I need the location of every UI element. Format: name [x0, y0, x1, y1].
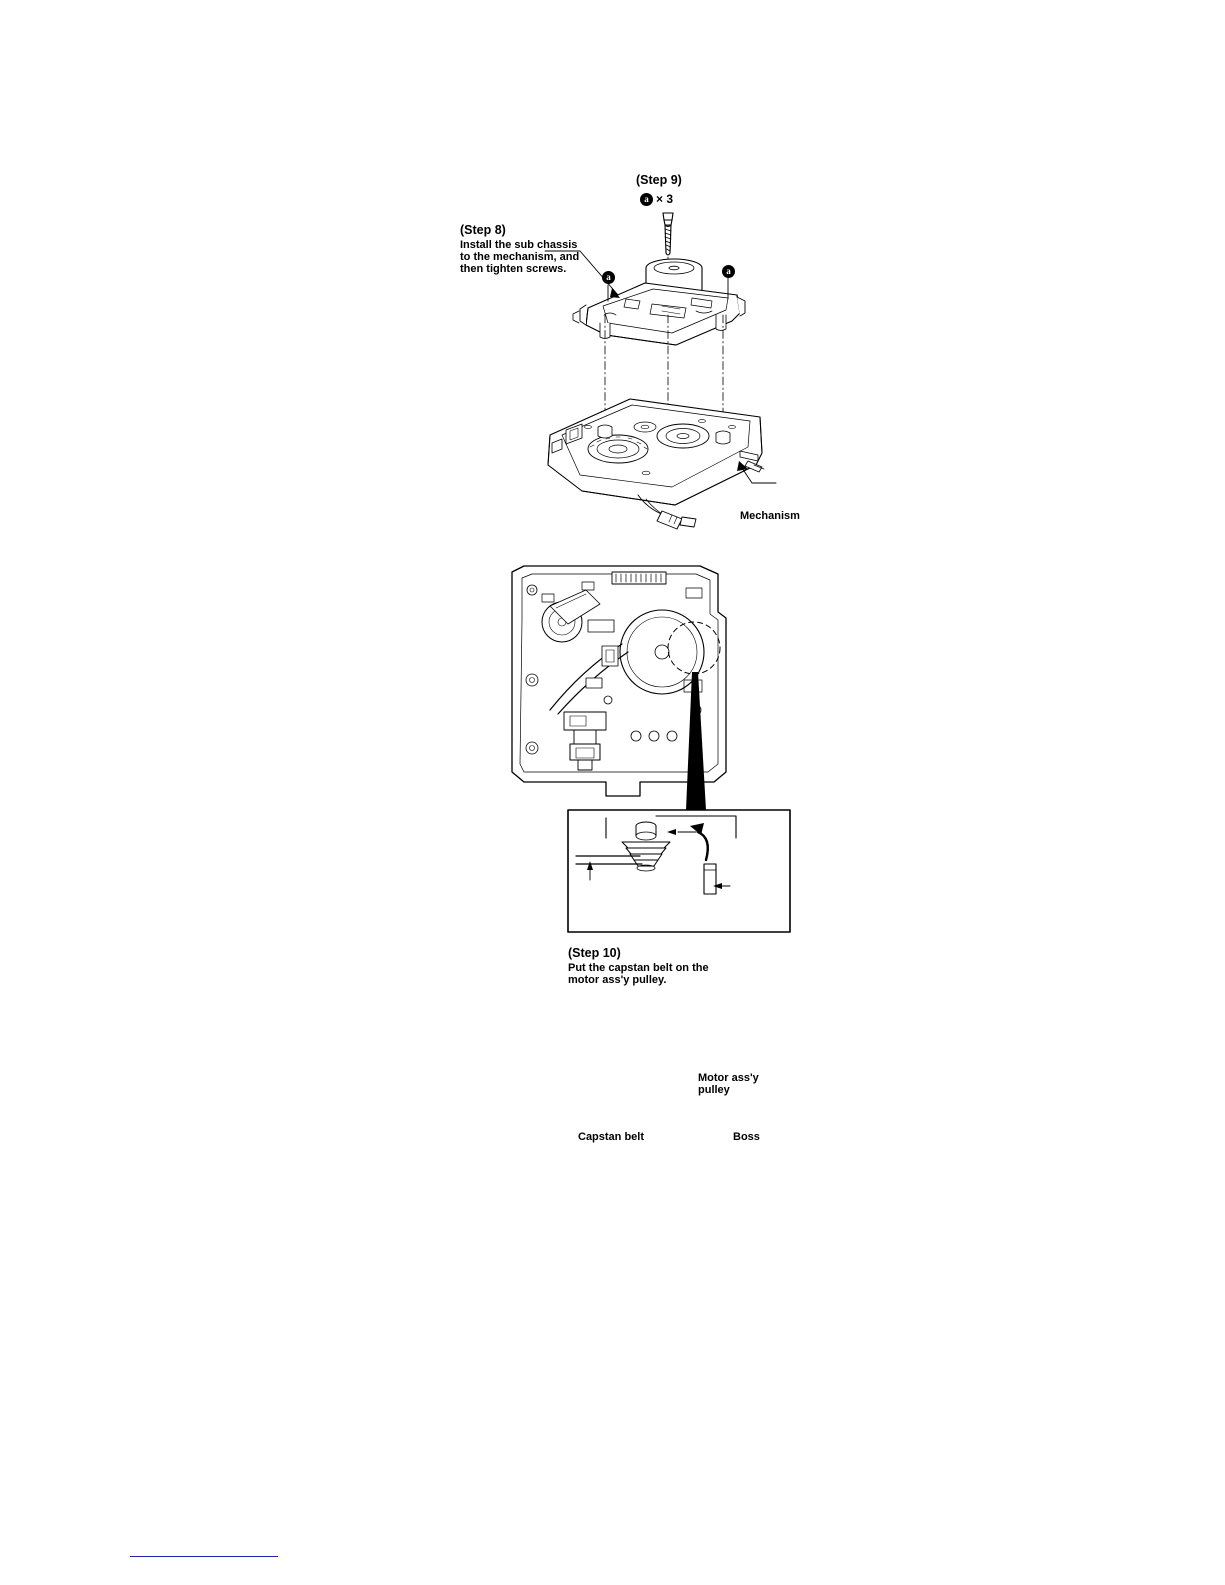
footer-link-rule: [130, 1556, 278, 1557]
figure-step8-step9: [440, 165, 860, 545]
step8-body-line1: Install the sub chassis: [460, 239, 578, 251]
step8-body-line2: to the mechanism, and: [460, 251, 580, 263]
sub-chassis-mechanism-drawing: [440, 165, 860, 545]
step8-heading: (Step 8): [460, 223, 506, 237]
motor-assy-pulley-label-line1: Motor ass'y: [698, 1072, 759, 1084]
motor-assy-pulley-label-line2: pulley: [698, 1084, 730, 1096]
screw-badge-left: a: [602, 271, 615, 284]
figure-step10: [490, 560, 820, 1143]
screw-badge-step9: a: [640, 193, 653, 206]
capstan-belt-drawing: [490, 560, 820, 1000]
screw-illustration: [663, 213, 673, 255]
step10-body-line1: Put the capstan belt on the: [568, 962, 709, 974]
mechanism-label: Mechanism: [740, 510, 800, 522]
boss-label: Boss: [733, 1131, 760, 1143]
mechanism-part: [548, 399, 764, 529]
screw-count: × 3: [656, 192, 674, 206]
detail-box: [568, 810, 790, 932]
step10-body-line2: motor ass'y pulley.: [568, 974, 667, 986]
sub-chassis-part: [573, 259, 745, 345]
capstan-belt-label: Capstan belt: [578, 1131, 645, 1143]
step9-heading: (Step 9): [636, 173, 682, 187]
screw-badge-right: a: [722, 265, 735, 278]
step10-heading: (Step 10): [568, 946, 621, 960]
step8-body-line3: then tighten screws.: [460, 263, 567, 275]
